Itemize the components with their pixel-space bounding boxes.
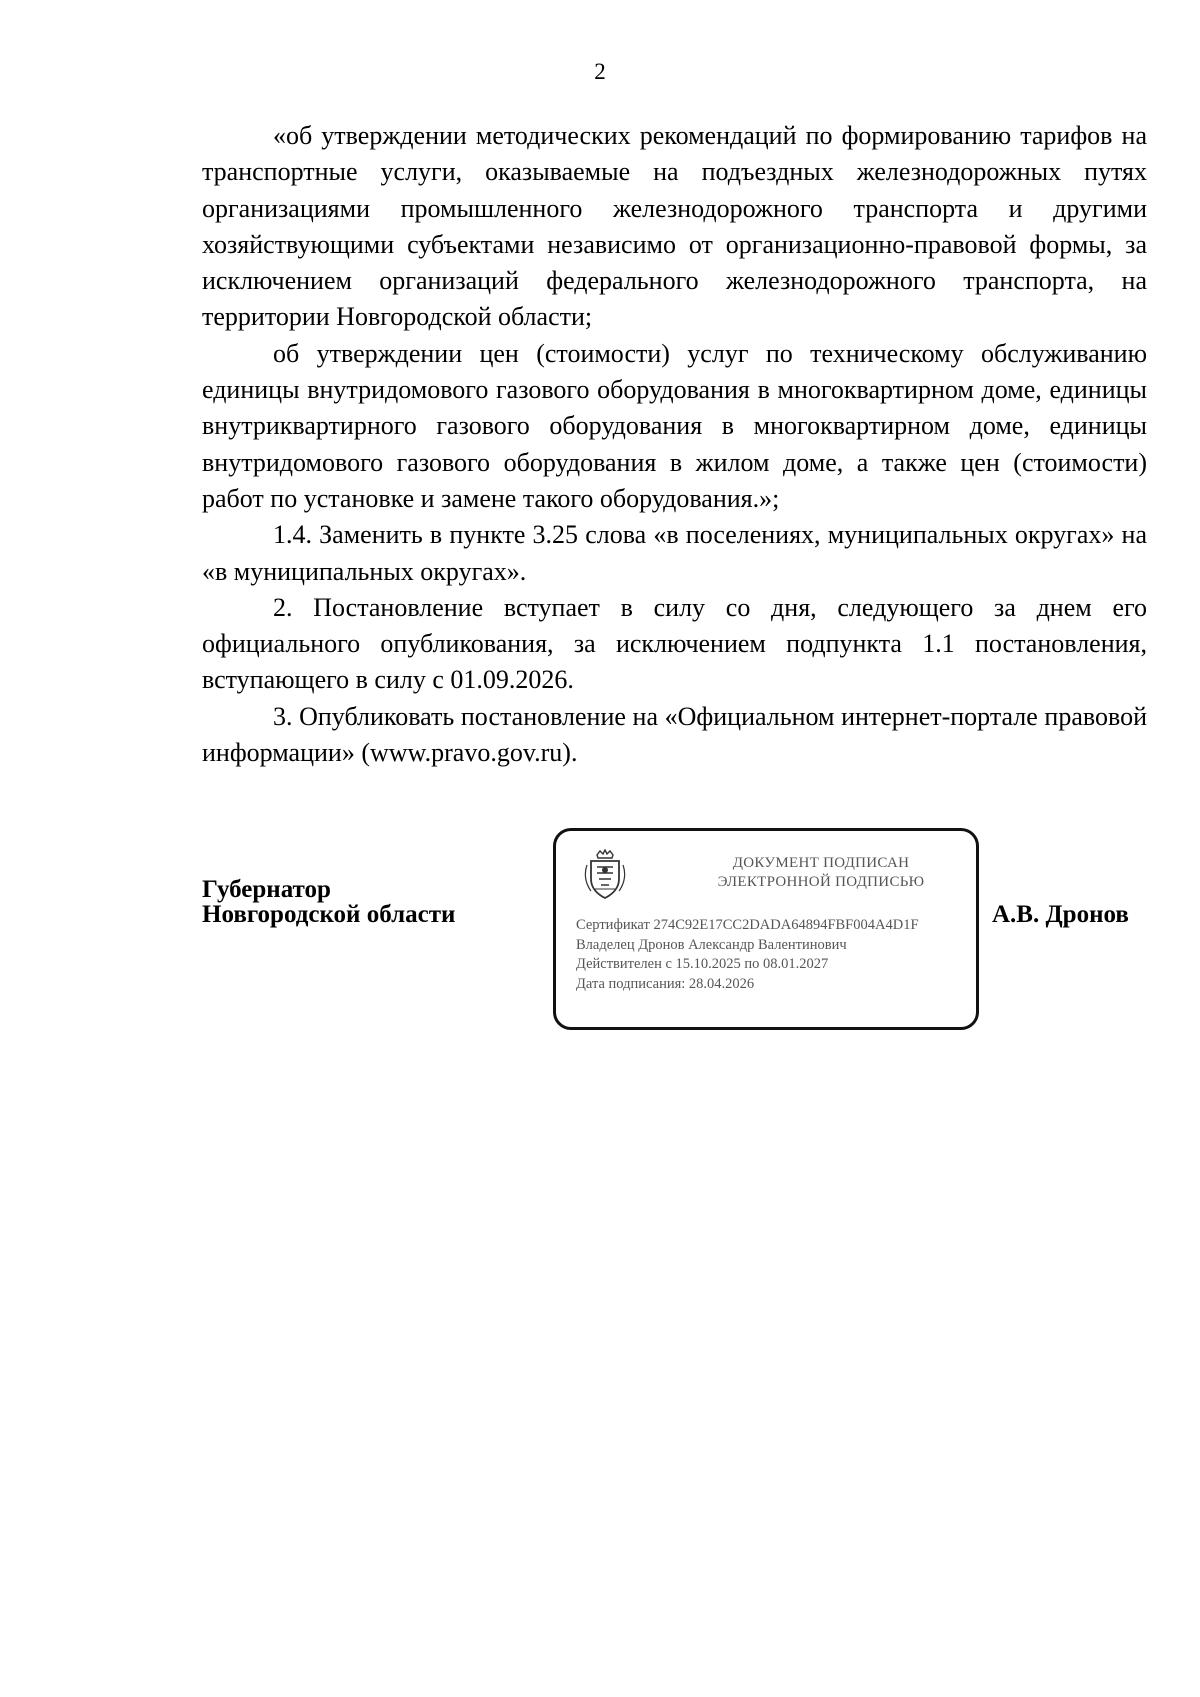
signer-title xyxy=(202,877,455,927)
page-number: 2 xyxy=(594,59,606,84)
stamp-certificate: Сертификат 274C92E17CC2DADA64894FBF004A4D1F xyxy=(576,917,919,933)
signer-title-line1: Губернатор xyxy=(202,876,331,903)
document-body xyxy=(202,118,1147,771)
stamp-header-line1: ДОКУМЕНТ ПОДПИСАН xyxy=(732,855,910,871)
paragraph-item-3: 3. Опубликовать постановление на «Официальном интернет-портале правовой информации» (www.pravo.gov.ru). xyxy=(202,701,1147,768)
stamp-header-line2: ЭЛЕКТРОННОЙ ПОДПИСЬЮ xyxy=(717,874,925,890)
paragraph-prices: об утверждении цен (стоимости) услуг по техническому обслуживанию единицы внутридомового газового оборудования в многоквартирном доме, единицы внутриквартирного газового оборудования в многоквартирном доме, единицы внутридомового газового оборудования в жилом доме, а также цен (стоимости) работ по установке и замене такого оборудования.»; xyxy=(202,338,1147,513)
coat-of-arms-icon xyxy=(583,849,627,901)
signer-title-line2: Новгородской области xyxy=(202,901,456,928)
stamp-header xyxy=(676,854,966,892)
stamp-validity: Действителен с 15.10.2025 по 08.01.2027 xyxy=(576,956,829,972)
paragraph-item-2: 2. Постановление вступает в силу со дня, следующего за днем его официального опубликования, за исключением подпункта 1.1 постановления, вступающего в силу с 01.09.2026. xyxy=(202,592,1147,695)
stamp-details xyxy=(576,916,919,994)
stamp-signed-date: Дата подписания: 28.04.2026 xyxy=(576,975,755,992)
paragraph-item-1-4: 1.4. Заменить в пункте 3.25 слова «в поселениях, муниципальных округах» на «в муниципальных округах». xyxy=(202,520,1147,586)
electronic-signature-stamp xyxy=(553,828,979,1030)
signer-name: А.В. Дронов xyxy=(992,901,1129,928)
stamp-owner: Владелец Дронов Александр Валентинович xyxy=(576,936,847,953)
paragraph-recommendations: «об утверждении методических рекомендаций по формированию тарифов на транспортные услуги, оказываемые на подъездных железнодорожных путях организациями промышленного железнодорожного транспорта и другими хозяйствующими субъектами независимо от организационно-правовой формы, за исключением организаций федерального железнодорожного транспорта, на территории Новгородской области; xyxy=(202,121,1147,332)
